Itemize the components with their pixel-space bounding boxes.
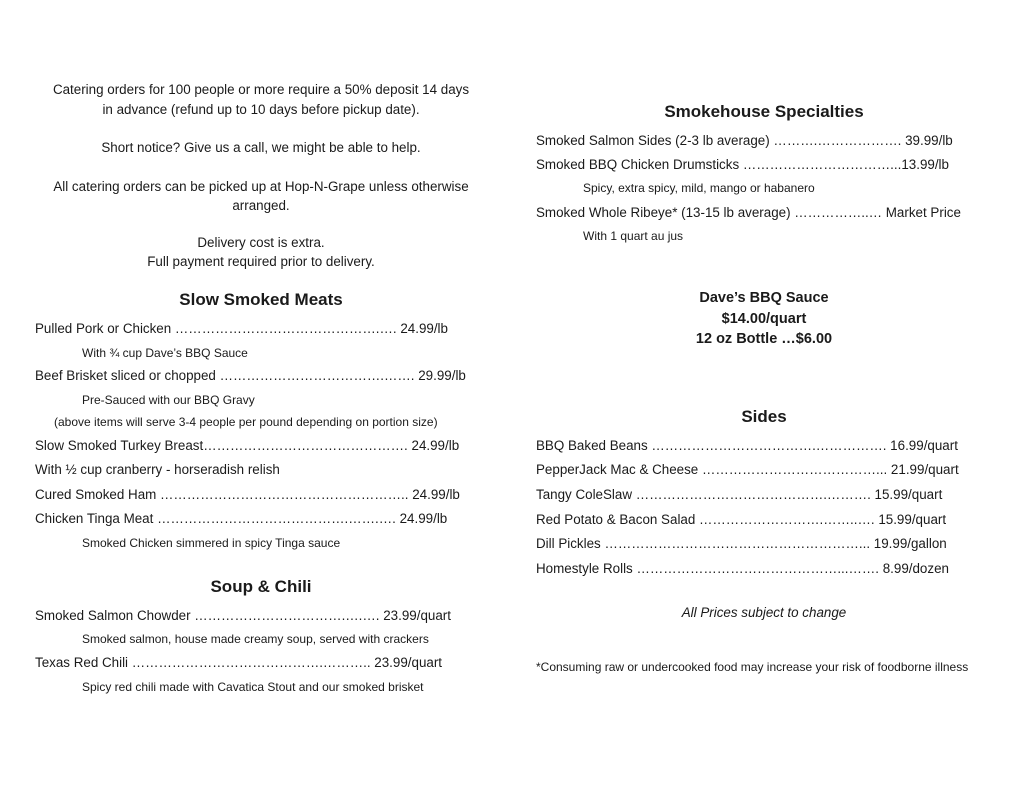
bbq-sauce-title: Dave’s BBQ Sauce bbox=[699, 290, 829, 306]
chili-note: Spicy red chili made with Cavatica Stout and our smoked brisket bbox=[82, 680, 424, 694]
sides-title: Sides bbox=[741, 407, 787, 426]
menu-item-tinga: Chicken Tinga Meat …………………………………….…….…. 24.99/lb bbox=[35, 511, 448, 526]
deposit-line-2: in advance (refund up to 10 days before pickup date). bbox=[102, 101, 420, 117]
menu-item-mac-cheese: PepperJack Mac & Cheese …………………………………... 21.99/quart bbox=[536, 462, 959, 477]
menu-item-chili: Texas Red Chili …………………………………….……….. 23.99/quart bbox=[35, 655, 443, 670]
soup-title: Soup & Chili bbox=[210, 577, 312, 596]
menu-item-pulled-pork: Pulled Pork or Chicken ……………………………………….…. 24.99/lb bbox=[35, 321, 448, 336]
bbq-sauce-block bbox=[533, 288, 995, 350]
menu-item-rolls: Homestyle Rolls ………………………………………...……. 8.99/dozen bbox=[536, 561, 949, 576]
delivery-policy bbox=[30, 233, 492, 272]
menu-item-drumsticks: Smoked BBQ Chicken Drumsticks ……………………………...13.99/lb bbox=[536, 157, 949, 172]
specialties-title: Smokehouse Specialties bbox=[664, 102, 864, 121]
deposit-policy bbox=[30, 80, 492, 119]
delivery-line-1: Delivery cost is extra. bbox=[197, 234, 325, 250]
menu-item-baked-beans: BBQ Baked Beans ……………………………….……………. 16.99/quart bbox=[536, 438, 958, 453]
specialties-section bbox=[533, 102, 995, 122]
menu-item-chowder: Smoked Salmon Chowder …………………………….….…. 23.99/quart bbox=[35, 608, 451, 623]
menu-item-ribeye: Smoked Whole Ribeye* (13-15 lb average) ……………..… Market Price bbox=[536, 205, 961, 220]
delivery-line-2: Full payment required prior to delivery. bbox=[147, 254, 375, 269]
menu-item-salmon: Smoked Salmon Sides (2-3 lb average) ……….………………. 39.99/lb bbox=[536, 133, 953, 148]
turkey-note: With ½ cup cranberry - horseradish relish bbox=[35, 462, 280, 477]
bbq-sauce-quart-price: $14.00/quart bbox=[721, 310, 807, 327]
menu-item-brisket: Beef Brisket sliced or chopped ……………………………….……. 29.99/lb bbox=[35, 368, 466, 383]
soup-section bbox=[30, 577, 492, 597]
price-notice: All Prices subject to change bbox=[681, 605, 847, 620]
ribeye-note: With 1 quart au jus bbox=[583, 229, 684, 243]
bbq-sauce-bottle-price: 12 oz Bottle …$6.00 bbox=[695, 331, 833, 347]
serving-note: (above items will serve 3-4 people per pound depending on portion size) bbox=[54, 415, 438, 429]
menu-item-turkey: Slow Smoked Turkey Breast………………………………………. 24.99/lb bbox=[35, 438, 460, 453]
menu-item-ham: Cured Smoked Ham ……………………………………………….. 24.99/lb bbox=[35, 487, 460, 502]
health-warning: *Consuming raw or undercooked food may increase your risk of foodborne illness bbox=[536, 660, 969, 674]
pulled-pork-note: With ¾ cup Dave’s BBQ Sauce bbox=[82, 346, 248, 360]
chowder-note: Smoked salmon, house made creamy soup, served with crackers bbox=[82, 632, 429, 646]
menu-item-dill-pickles: Dill Pickles …………………………………………………... 19.99/gallon bbox=[536, 536, 947, 551]
pickup-line-2: arranged. bbox=[232, 198, 290, 213]
drumsticks-note: Spicy, extra spicy, mild, mango or habanero bbox=[583, 181, 815, 195]
deposit-line-1: Catering orders for 100 people or more require a 50% deposit 14 days bbox=[52, 82, 470, 97]
brisket-note: Pre-Sauced with our BBQ Gravy bbox=[82, 393, 255, 407]
slow-smoked-section bbox=[30, 290, 492, 310]
slow-smoked-title: Slow Smoked Meats bbox=[179, 290, 343, 309]
pickup-line-1: All catering orders can be picked up at Hop-N-Grape unless otherwise bbox=[53, 178, 469, 194]
menu-item-coleslaw: Tangy ColeSlaw …………………………………….………. 15.99/quart bbox=[536, 487, 943, 502]
left-column bbox=[30, 80, 492, 272]
tinga-note: Smoked Chicken simmered in spicy Tinga sauce bbox=[82, 536, 341, 550]
pickup-policy bbox=[30, 177, 492, 216]
menu-item-potato-salad: Red Potato & Bacon Salad ……………………….……..…. 15.99/quart bbox=[536, 512, 947, 527]
sides-section bbox=[533, 407, 995, 427]
short-notice: Short notice? Give us a call, we might be able to help. bbox=[101, 140, 421, 155]
